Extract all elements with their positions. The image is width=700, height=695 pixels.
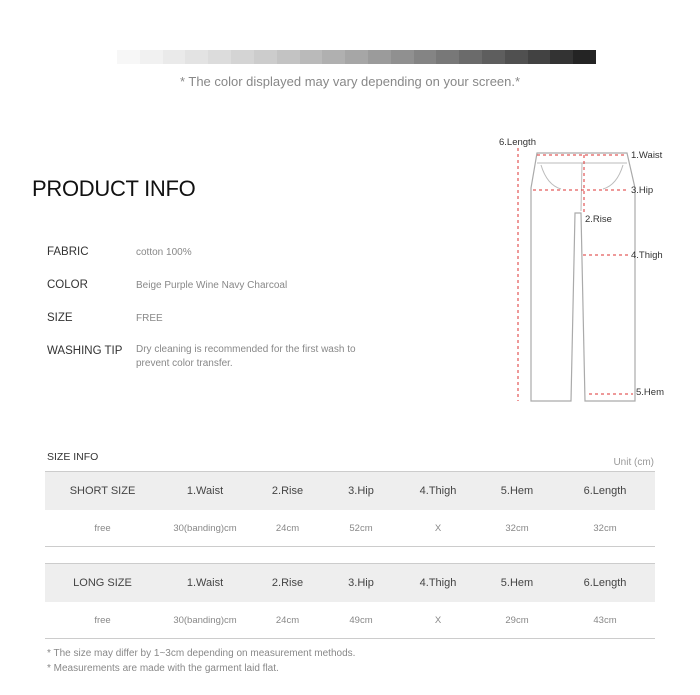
gradient-swatch xyxy=(505,50,528,64)
col-hem: 5.Hem xyxy=(479,472,555,511)
gradient-swatch xyxy=(277,50,300,64)
table-cell: 24cm xyxy=(250,602,325,639)
footnote-2: * Measurements are made with the garment laid flat. xyxy=(47,663,279,674)
unit-label: Unit (cm) xyxy=(613,457,654,468)
gradient-swatch xyxy=(459,50,482,64)
table-cell: 30(banding)cm xyxy=(160,510,250,547)
table-cell: 30(banding)cm xyxy=(160,602,250,639)
col-thigh: 4.Thigh xyxy=(397,472,479,511)
color-value: Beige Purple Wine Navy Charcoal xyxy=(136,280,288,291)
col-length: 6.Length xyxy=(555,472,655,511)
color-gradient-bar xyxy=(117,50,596,64)
table-cell: 29cm xyxy=(479,602,555,639)
short-size-header: SHORT SIZE xyxy=(45,472,160,511)
gradient-swatch xyxy=(436,50,459,64)
table-cell: free xyxy=(45,602,160,639)
gradient-swatch xyxy=(140,50,163,64)
thigh-label: 4.Thigh xyxy=(631,250,663,261)
table-cell: free xyxy=(45,510,160,547)
col-thigh: 4.Thigh xyxy=(397,564,479,603)
col-rise: 2.Rise xyxy=(250,564,325,603)
screen-color-note: * The color displayed may vary depending on your screen.* xyxy=(179,74,521,89)
gradient-swatch xyxy=(322,50,345,64)
table-cell: 24cm xyxy=(250,510,325,547)
long-size-header: LONG SIZE xyxy=(45,564,160,603)
gradient-swatch xyxy=(208,50,231,64)
col-waist: 1.Waist xyxy=(160,564,250,603)
table-cell: 32cm xyxy=(479,510,555,547)
gradient-swatch xyxy=(231,50,254,64)
col-rise: 2.Rise xyxy=(250,472,325,511)
fabric-label: FABRIC xyxy=(47,246,89,258)
gradient-swatch xyxy=(528,50,551,64)
table-row xyxy=(45,602,655,639)
pants-illustration xyxy=(495,133,685,413)
table-cell: X xyxy=(397,510,479,547)
col-length: 6.Length xyxy=(555,564,655,603)
short-size-table xyxy=(45,471,655,547)
table-cell: 49cm xyxy=(325,602,397,639)
table-row xyxy=(45,510,655,547)
product-info-title: PRODUCT INFO xyxy=(32,176,196,201)
gradient-swatch xyxy=(414,50,437,64)
rise-label: 2.Rise xyxy=(585,214,612,225)
size-value: FREE xyxy=(136,313,163,324)
table-cell: 43cm xyxy=(555,602,655,639)
washing-tip-label: WASHING TIP xyxy=(47,345,123,357)
gradient-swatch xyxy=(368,50,391,64)
hip-label: 3.Hip xyxy=(631,185,654,196)
length-label: 6.Length xyxy=(499,137,536,148)
col-waist: 1.Waist xyxy=(160,472,250,511)
fabric-value: cotton 100% xyxy=(136,247,192,258)
col-hip: 3.Hip xyxy=(325,564,397,603)
gradient-swatch xyxy=(254,50,277,64)
gradient-swatch xyxy=(482,50,505,64)
footnote-1: * The size may differ by 1~3cm depending on measurement methods. xyxy=(47,648,356,659)
pants-measurement-diagram xyxy=(495,133,685,413)
table-cell: X xyxy=(397,602,479,639)
col-hip: 3.Hip xyxy=(325,472,397,511)
gradient-swatch xyxy=(391,50,414,64)
col-hem: 5.Hem xyxy=(479,564,555,603)
gradient-swatch xyxy=(550,50,573,64)
gradient-swatch xyxy=(345,50,368,64)
table-cell: 52cm xyxy=(325,510,397,547)
hem-label: 5.Hem xyxy=(636,387,664,398)
size-info-title: SIZE INFO xyxy=(47,451,99,463)
table-header-row xyxy=(45,564,655,603)
waist-label: 1.Waist xyxy=(631,150,663,161)
size-label: SIZE xyxy=(47,312,73,324)
long-size-table xyxy=(45,563,655,639)
table-cell: 32cm xyxy=(555,510,655,547)
gradient-swatch xyxy=(573,50,596,64)
table-header-row xyxy=(45,472,655,511)
gradient-swatch xyxy=(117,50,140,64)
gradient-swatch xyxy=(185,50,208,64)
gradient-swatch xyxy=(163,50,186,64)
gradient-swatch xyxy=(300,50,323,64)
color-label: COLOR xyxy=(47,279,88,291)
washing-tip-value: Dry cleaning is recommended for the first wash to prevent color transfer. xyxy=(136,344,356,369)
